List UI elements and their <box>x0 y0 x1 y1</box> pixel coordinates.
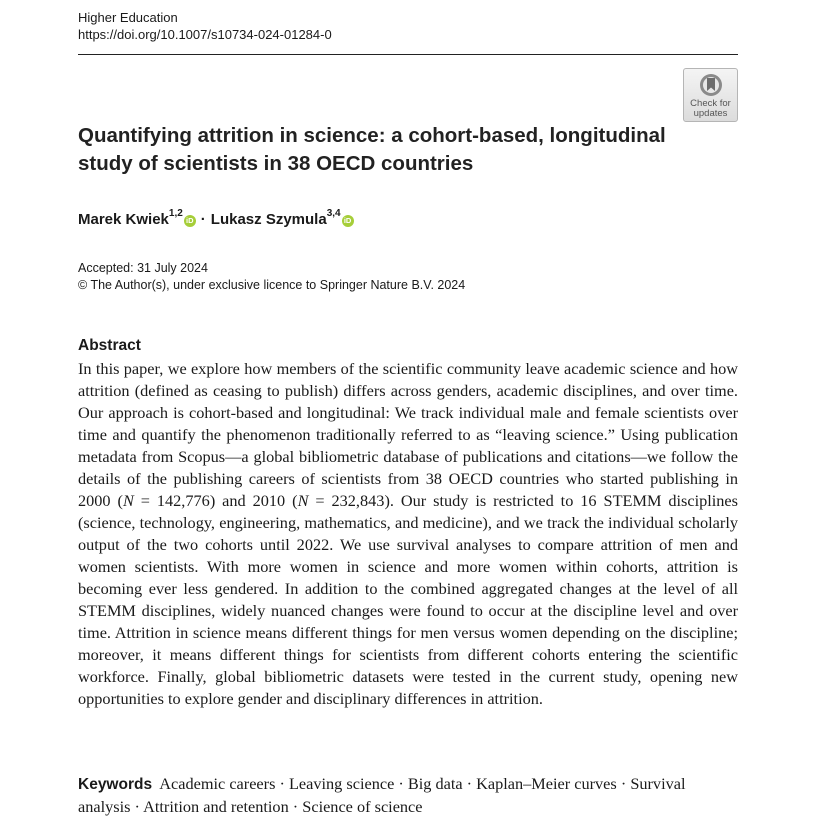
author-name[interactable]: Marek Kwiek <box>78 211 169 228</box>
journal-name: Higher Education <box>78 10 178 25</box>
paper-title: Quantifying attrition in science: a cohort-based, longitudinal study of scientists in 38 OECD countries <box>78 124 666 175</box>
copyright-notice: © The Author(s), under exclusive licence to Springer Nature B.V. 2024 <box>78 278 466 292</box>
accepted-date: Accepted: 31 July 2024 <box>78 261 208 275</box>
keyword[interactable]: Academic careers <box>159 774 276 793</box>
keyword-separator: · <box>462 774 477 793</box>
doi-link[interactable]: https://doi.org/10.1007/s10734-024-01284-0 <box>78 27 332 42</box>
keywords-section <box>78 773 718 818</box>
keyword-separator: · <box>130 797 144 816</box>
keyword[interactable]: Big data <box>407 774 463 793</box>
orcid-icon[interactable]: iD <box>342 215 354 227</box>
check-for-updates-badge[interactable] <box>683 68 738 122</box>
keyword-separator: · <box>394 774 408 793</box>
keyword[interactable]: Kaplan–Meier curves <box>476 774 617 793</box>
badge-line-2: updates <box>693 108 728 119</box>
abstract-text: ) and 2010 ( <box>209 491 298 510</box>
badge-line-1: Check for <box>690 98 731 109</box>
author-affiliation: 3,4 <box>326 208 341 219</box>
sample-size: = 232,843 <box>308 491 385 510</box>
keyword[interactable]: Leaving science <box>288 774 395 793</box>
author-name[interactable]: Lukasz Szymula <box>210 211 327 228</box>
header-rule <box>78 54 738 55</box>
sample-size: = 142,776 <box>133 491 210 510</box>
abstract-heading: Abstract <box>78 337 141 354</box>
n-symbol: N <box>297 491 309 510</box>
keyword[interactable]: Science of science <box>302 797 423 816</box>
abstract-body <box>78 358 738 710</box>
keyword-separator: · <box>275 774 289 793</box>
keyword-list <box>78 774 685 816</box>
keyword[interactable]: Attrition and retention <box>143 797 289 816</box>
orcid-icon[interactable]: iD <box>184 215 196 227</box>
keyword-separator: · <box>288 797 303 816</box>
abstract-text: In this paper, we explore how members of the scientific community leave academic science and how attrition (defined as ceasing to publish) differs across genders, academic disciplines, and over time. Our approach is cohort-based and longitudinal: We track individual male and female scientists over time and quantify the phenomenon traditionally referred to as “leaving science.” Using publication metadata from Scopus—a global bibliometric database of publications and citations—we follow the details of the publishing careers of scientists from 38 OECD countries who started publishing in 2000 ( <box>78 359 738 510</box>
keywords-label: Keywords <box>78 776 153 793</box>
author-list <box>78 205 354 231</box>
abstract-text: ). Our study is restricted to 16 STEMM disciplines (science, technology, engineering, mathematics, and medicine), and we track the individual scholarly output of the two cohorts until 2022. We use survival analyses to compare attrition of men and women scientists. With more women in science and more women within cohorts, attrition is becoming ever less gendered. In addition to the combined aggregated changes at the level of all STEMM disciplines, widely nuanced changes were found to occur at the discipline level and over time. Attrition in science means different things for men versus women depending on the discipline; moreover, it means different things for scientists from different cohorts entering the scientific workforce. Finally, global bibliometric datasets were tested in the current study, opening new opportunities to explore gender and disciplinary differences in attrition. <box>78 491 738 708</box>
keyword-separator: · <box>616 774 631 793</box>
author-separator: · <box>200 211 206 228</box>
badge-label <box>684 99 737 119</box>
keyword[interactable]: Survival analysis <box>78 774 686 816</box>
bookmark-circle-icon <box>699 72 723 98</box>
n-symbol: N <box>122 491 134 510</box>
author-affiliation: 1,2 <box>168 208 183 219</box>
